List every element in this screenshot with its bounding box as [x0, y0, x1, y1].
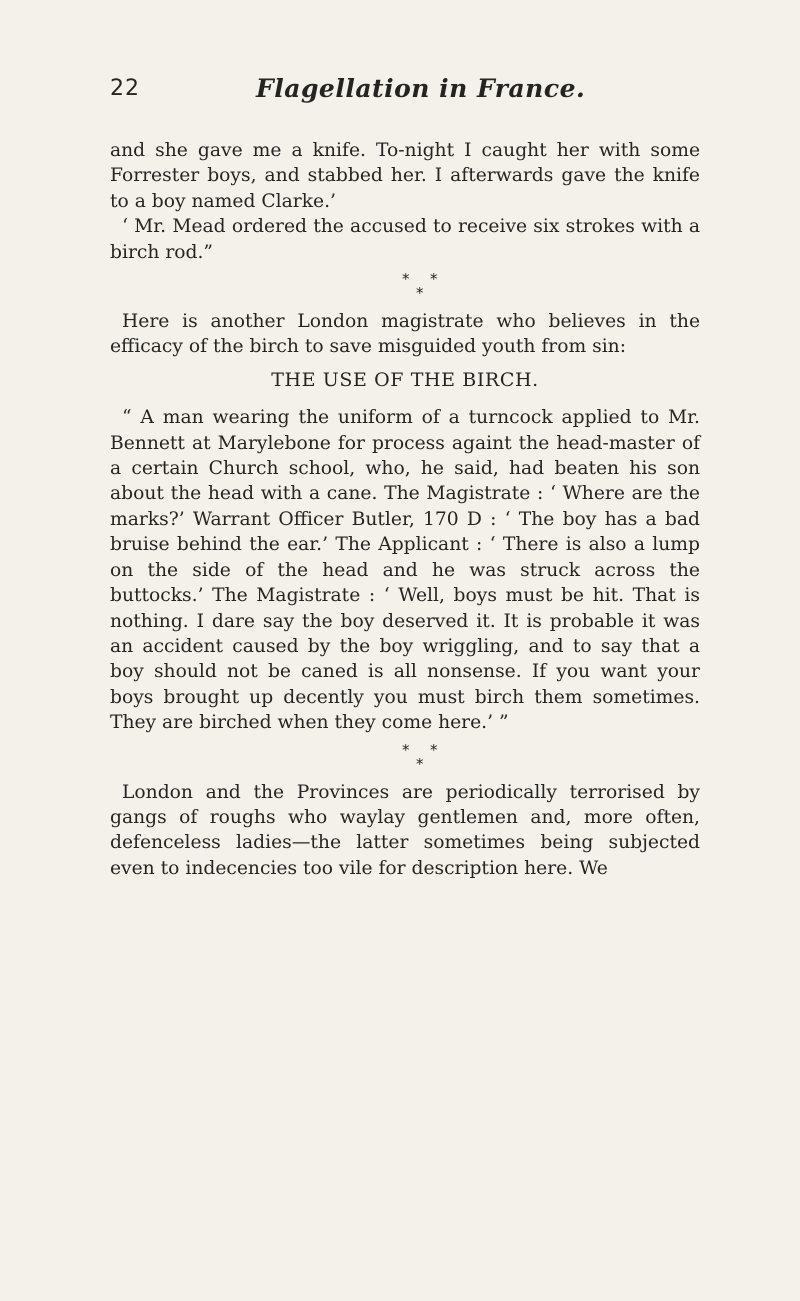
asterisk: * [430, 740, 438, 759]
running-title: Flagellation in France. [256, 74, 586, 103]
page-number: 22 [110, 76, 140, 101]
body-text [110, 138, 700, 881]
asterisk: * [402, 270, 410, 289]
section-heading: THE USE OF THE BIRCH. [271, 368, 539, 391]
page-header [110, 74, 690, 114]
asterisk: * [430, 270, 438, 289]
paragraph-2: ‘ Mr. Mead ordered the accused to receive six strokes with a birch rod.” [110, 216, 700, 263]
paragraph-3: Here is another London magistrate who believes in the efficacy of the birch to save misguided youth from sin: [110, 311, 700, 358]
asterisk: * [416, 284, 424, 303]
paragraph-4: “ A man wearing the uniform of a turncock applied to Mr. Bennett at Marylebone for process againt the head-master of a certain Church school, who, he said, had beaten his son about the head with a cane. The Magistrate : ‘ Where are the marks?’ Warrant Officer Butler, 170 D : ‘ The boy has a bad bruise behind the ear.’ The Applicant : ‘ There is also a lump on the side of the head and he was struck across the buttocks.’ The Magistrate : ‘ Well, boys must be hit. That is nothing. I dare say the boy deserved it. It is probable it was an accident caused by the boy wriggling, and to say that a boy should not be caned is all nonsense. If you want your boys brought up decently you must birch them sometimes. They are birched when they come here.’ ” [110, 407, 700, 734]
asterisk: * [402, 740, 410, 759]
paragraph-1: and she gave me a knife. To-night I caught her with some Forrester boys, and stabbed her. I afterwards gave the knife to a boy named Clarke.’ [110, 140, 700, 212]
asterism-separator-1 [110, 265, 700, 309]
asterisk: * [416, 754, 424, 773]
paragraph-5: London and the Provinces are periodically terrorised by gangs of roughs who waylay gentlemen and, more often, defenceless ladies—the latter sometimes being subjected even to indecencies too vile for description here. We [110, 781, 700, 879]
asterism-separator-2 [110, 736, 700, 780]
